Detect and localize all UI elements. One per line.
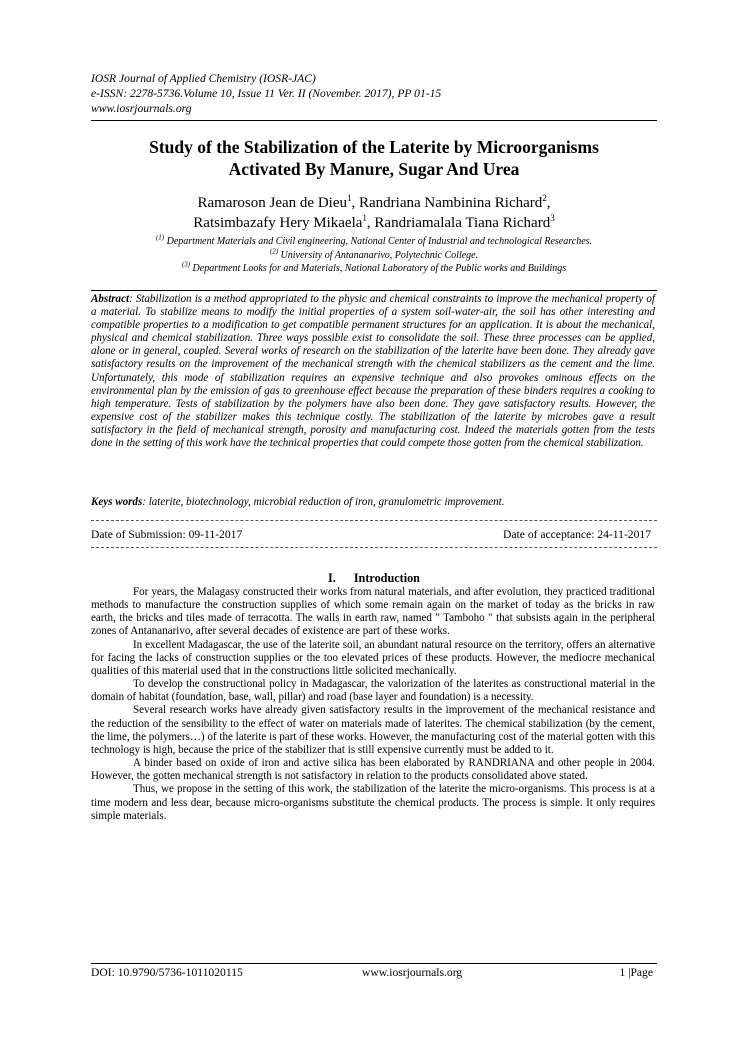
author-list [91, 193, 657, 233]
affiliation-mark: (1) [155, 233, 165, 242]
paragraph: For years, the Malagasy constructed their works from natural materials, and after evolution, they practiced traditional methods to manufacture the construction supplies of which some remain again on the market of today as the bricks in raw earth, the bricks and tiles made of terracotta. The walls in earth raw, named " Tamboho " that subsists again in the peripheral zones of Antananarivo, after several decades of existence are part of these works. [91, 586, 655, 638]
title-line-1: Study of the Stabilization of the Laterite by Microorganisms [149, 137, 599, 157]
affiliation-list [91, 235, 657, 276]
paragraph: A binder based on oxide of iron and active silica has been elaborated by RANDRIANA and other people in 2004. However, the gotten mechanical strength is not satisfactory in relation to the products consolidated above stated. [91, 757, 655, 783]
affiliation-text: University of Antananarivo, Polytechnic College. [278, 249, 479, 261]
affiliation-text: Department Looks for and Materials, National Laboratory of the Public works and Buildings [190, 263, 567, 274]
author-separator: , [366, 215, 375, 231]
author-line-1 [91, 193, 657, 213]
abstract-divider [91, 290, 657, 291]
section-title: Introduction [353, 571, 420, 585]
author-name: Randriamalala Tiana Richard [374, 215, 551, 231]
footer-divider [91, 963, 657, 964]
footer-doi: DOI: 10.9790/5736-1011020115 [91, 966, 243, 979]
author-affiliation-mark: 2 [542, 193, 547, 203]
paper-title [91, 136, 657, 180]
author-separator: , [546, 195, 551, 211]
footer-page-number: 1 |Page [619, 966, 653, 979]
paragraph: In excellent Madagascar, the use of the laterite soil, an abundant natural resource on the territory, offers an alternative for facing the lacks of construction supplies or the too elevated prices of these products. However, the mediocre mechanical qualities of this material used that in the constructions little solicited mechanically. [91, 638, 655, 677]
affiliation-1 [91, 235, 657, 249]
keywords-label: Keys words [91, 496, 143, 508]
dashed-divider-top [91, 520, 657, 521]
date-of-submission: Date of Submission: 09-11-2017 [91, 528, 243, 541]
author-affiliation-mark: 1 [347, 193, 352, 203]
affiliation-mark: (3) [181, 260, 191, 269]
affiliation-2 [91, 249, 657, 263]
footer-website[interactable]: www.iosrjournals.org [362, 966, 463, 979]
paragraph: To develop the constructional policy in Madagascar, the valorization of the laterites as constructional material in the domain of habitat (foundation, base, wall, pillar) and road (base layer and foundation) is a necessity. [91, 678, 655, 704]
author-name: Ratsimbazafy Hery Mikaela [193, 215, 363, 231]
paragraph: Thus, we propose in the setting of this work, the stabilization of the laterite the micro-organisms. This process is at a time modern and less dear, because micro-organisms substitute the chemical products. The process is simple. It only requires simple materials. [91, 783, 655, 822]
journal-name: IOSR Journal of Applied Chemistry (IOSR-JAC) [91, 72, 316, 85]
journal-issn: e-ISSN: 2278-5736.Volume 10, Issue 11 Ver. II (November. 2017), PP 01-15 [91, 87, 442, 100]
author-separator: , [351, 195, 359, 211]
affiliation-3 [91, 262, 657, 276]
introduction-body [91, 586, 655, 823]
title-line-2: Activated By Manure, Sugar And Urea [228, 159, 520, 179]
date-of-acceptance: Date of acceptance: 24-11-2017 [503, 528, 651, 541]
section-heading [91, 571, 657, 586]
keywords [91, 496, 655, 509]
author-affiliation-mark: 1 [362, 213, 367, 223]
dashed-divider-bottom [91, 547, 657, 548]
journal-header [91, 71, 656, 116]
journal-website[interactable]: www.iosrjournals.org [91, 102, 192, 115]
header-divider [91, 120, 657, 121]
author-affiliation-mark: 3 [550, 213, 555, 223]
section-number: I. [328, 571, 336, 585]
author-line-2 [91, 213, 657, 233]
abstract-label: Abstract [91, 293, 130, 305]
author-name: Ramaroson Jean de Dieu [197, 195, 347, 211]
affiliation-mark: (2) [269, 247, 279, 256]
abstract [91, 293, 655, 450]
paragraph: Several research works have already given satisfactory results in the improvement of the mechanical resistance and the reduction of the sensibility to the effect of water on materials made of laterites. The chemical stabilization (by the cement, the lime, the polymers…) of the laterite is part of these works. However, the manufacturing cost of the material gotten with this technology is high, because the price of the stabilizer that is still expensive currently must be added to it. [91, 704, 655, 756]
keywords-text: : laterite, biotechnology, microbial reduction of iron, granulometric improvement. [142, 496, 505, 508]
abstract-text: : Stabilization is a method appropriated to the physic and chemical constraints to improve the mechanical property of a material. To stabilize means to modify the initial properties of a system soil-water-air, the soil has other interesting and compatible properties to a modification to get compatible permanent structures for an application. It is about the mechanical, physical and chemical stabilization. Three ways possible exist to consolidate the soil. These three processes can be applied, alone or in general, coupled. Several works of research on the stabilization of the laterite have been done. They already gave satisfactory results on the improvement of the mechanical strength with the chemical stabilizers as the cement and the lime. Unfortunately, this mode of stabilization requires an expensive technique and also provokes ominous effects on the environmental plan by the emission of gas to greenhouse effect because the preparation of these binders requires a cooking to high temperature. Tests of stabilization by the polymers have also been done. They gave satisfactory results. However, the expensive cost of the stabilizer makes this technique costly. The stabilization of the laterite by microbes gave a result satisfactory in the field of mechanical strength, porosity and manufacturing cost. Indeed the materials gotten from the tests done in the setting of this work have the technical properties that could compete those gotten from the chemical stabilization. [91, 293, 655, 450]
author-name: Randriana Nambinina Richard [359, 195, 543, 211]
affiliation-text: Department Materials and Civil engineering, National Center of Industrial and technological Researches. [164, 236, 593, 247]
